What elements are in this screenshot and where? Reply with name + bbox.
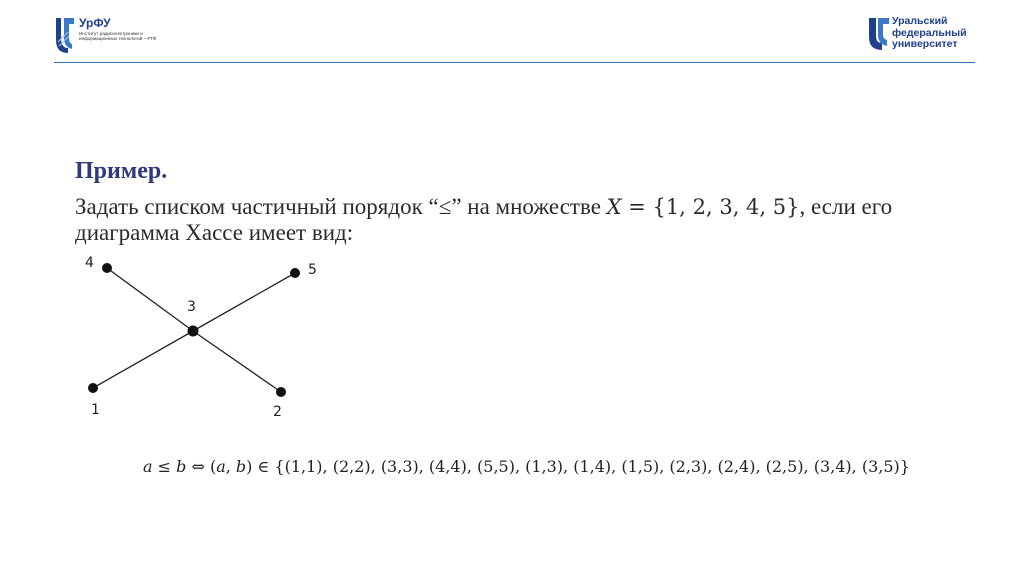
set-elements: = {1, 2, 3, 4, 5} [621,195,800,219]
formula-var-b: b [176,457,187,476]
node-5 [290,268,300,278]
node-2 [276,387,286,397]
edge-1-3 [93,331,193,388]
formula-pair-set: ) ∈ {(1,1), (2,2), (3,3), (4,4), (5,5), (1,3), (1,4), (1,5), (2,3), (2,4), (2,5), (3,4), (3,5)} [246,457,910,476]
node-label-5: 5 [308,262,317,278]
right-logo-line-3: университет [892,38,958,50]
right-logo-line-2: федеральный [892,26,967,39]
edge-3-5 [193,273,295,331]
formula-pair-a: a [216,457,226,476]
node-label-3: 3 [187,299,196,315]
node-1 [88,383,98,393]
urfu-rtf-logo [54,16,157,60]
urfu-logo [868,16,978,60]
node-4 [102,263,112,273]
right-logo-line-1: Уральский [892,15,948,27]
edge-3-4 [107,268,193,331]
node-label-1: 1 [91,402,100,418]
order-relation-formula [143,457,910,476]
node-3 [188,326,199,337]
node-label-4: 4 [85,255,94,271]
left-logo-title: УрФУ [79,16,111,30]
problem-statement [75,194,955,246]
formula-iff: ⇔ ( [186,457,217,476]
problem-text-end: , если его диаграмма Хассе имеет вид: [75,194,893,245]
set-variable: X [606,195,622,219]
problem-text-start: Задать списком частичный порядок “≤” на множестве [75,194,607,219]
urfu-u-icon [868,16,890,52]
formula-le: ≤ [152,457,177,476]
left-logo-subtitle: Институт радиоэлектроники и информационных технологий – РТФ [79,31,157,42]
node-label-2: 2 [273,404,282,420]
set-definition [607,195,800,219]
formula-var-a: a [143,457,153,476]
hasse-diagram [80,252,340,432]
example-heading: Пример. [75,158,168,184]
edge-2-3 [193,331,281,392]
urfu-emblem-icon [54,16,76,56]
formula-comma: , [225,457,236,476]
formula-pair-b: b [235,457,247,476]
right-logo-text [892,16,967,51]
header-divider [54,62,975,63]
